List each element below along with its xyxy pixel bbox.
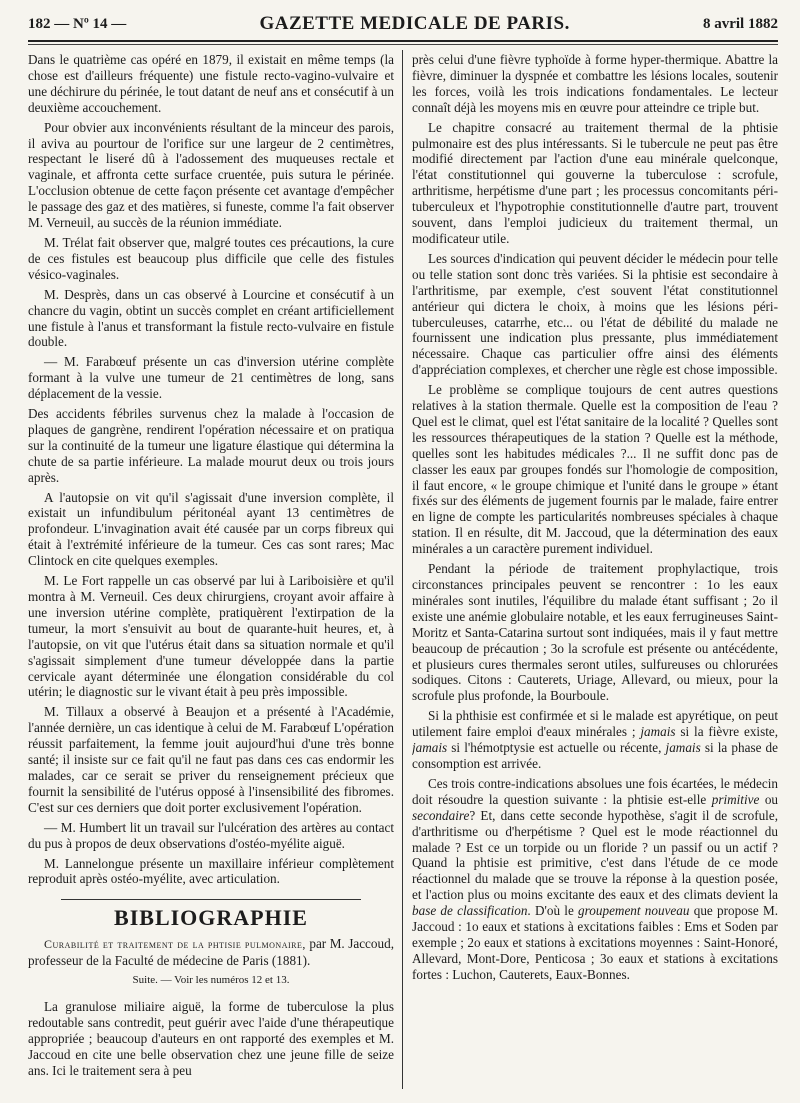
paragraph: — M. Humbert lit un travail sur l'ulcération des artères au contact du pus à propos de deux observations d'ostéo-myélite aiguë. [28,819,394,851]
paragraph: Dans le quatrième cas opéré en 1879, il existait en même temps (la chose est d'ailleurs fréquente) une fistule recto-vagino-vulvaire et une déchirure du périnée, le tout datant de neuf ans et consécutif à un deuxième accouchement. [28,52,394,115]
paragraph [412,708,778,772]
paragraph: Les sources d'indication qui peuvent décider le médecin pour telle ou telle station sont donc très variées. Si la phtisie est secondaire à l'arthritisme, par exemple, c'est souvent l'état constitutionnel antérieur qui dictera le choix, à moins que les lésions péri-tuberculeuses, catarrhe, etc... ou l'état de débilité du malade ne fournissent une indication plus pressante, plus immédiatement nécessaire. Chaque cas particulier offre ainsi des éléments d'appréciation complexes, et chercher une règle est chose impossible. [412,250,778,378]
column-divider [402,50,403,1089]
text-span: si la fièvre existe, [680,724,778,740]
paragraph: A l'autopsie on vit qu'il s'agissait d'une inversion complète, il existait un infundibulum péritonéal ayant 13 centimètres de profondeur. L'invagination avait été causée par un corps fibreux qui était à l'extrémité inférieure de la tumeur. Ces cas sont rares; Mac Clintock en cite quelques exemples. [28,489,394,569]
paragraph: Pour obvier aux inconvénients résultant de la minceur des parois, il aviva au pourtour de l'orifice sur une largeur de 2 centimètres, respectant le liseré dû à l'adossement des muqueuses rectale et vaginale, et affronta cette surface cruentée, puis sutura le périnée. L'occlusion obtenue de cette façon présente cet avantage d'empêcher le passage des gaz et des matières, si funeste, comme l'a fait observer M. Verneuil, au succès de la réunion immédiate. [28,119,394,231]
emphasis: jamais [412,740,448,756]
page-header [28,10,778,38]
emphasis: jamais [640,724,676,740]
paragraph: La granulose miliaire aiguë, la forme de tuberculose la plus redoutable sans contredit, peut guérir avec l'aide d'une thérapeutique appropriée ; beaucoup d'auteurs en ont rapporté des exemples et M. Jaccoud en cite une belle observation chez une jeune fille de seize ans. Ici le traitement sera à peu [28,998,394,1078]
text-span: si la phase de consomption est arrivée. [412,740,778,771]
issue-date: 8 avril 1882 [702,15,778,32]
book-reference [28,936,394,969]
emphasis: secondaire [412,807,470,823]
section-rule [61,899,361,900]
paragraph: M. Lannelongue présente un maxillaire inférieur complètement reproduit après ostéo-myélite, avec articulation. [28,855,394,887]
paragraph: Le chapitre consacré au traitement thermal de la phtisie pulmonaire est des plus intéressants. Si le tubercule ne peut pas être modifié directement par l'action d'une eau minérale quelconque, l'état constitutionnel qui gouverne la tuberculose : scrofule, arthritisme, herpétisme d'une part ; les processus concomitants péri-tuberculeux et l'hypotrophie constitutionnelle d'autre part, trouvent souvent, dans l'emploi judicieux du traitement thermal, un modificateur utile. [412,119,778,246]
paragraph: M. Tillaux a observé à Beaujon et a présenté à l'Académie, l'année dernière, un cas identique à celui de M. Farabœuf L'opération réussit parfaitement, la femme jouit aujourd'hui d'une très bonne santé; il insiste sur ce fait qu'il ne faut pas dans ces cas endormir les malades, car ce serait se priver du renseignement précieux que fournit la sensibilité de l'utérus opposé à l'insensibilité des fibromes. C'est sur ces derniers que doit porter exclusivement l'opération. [28,704,394,815]
paragraph: — M. Farabœuf présente un cas d'inversion utérine complète formant à la vulve une tumeur de 21 centimètres de long, sans déplacement de la vessie. [28,354,394,402]
right-column [412,52,778,1095]
text-span: Si la phthisie est confirmée et si le malade est apyrétique, on peut utilement faire emploi d'eaux minérales ; [412,708,778,740]
text-span: ou [764,791,778,807]
left-column [28,52,394,1095]
book-title: Curabilité et traitement de la phtisie pulmonaire, [44,937,306,952]
emphasis: jamais [665,740,701,756]
text-span: si l'hémotptysie est actuelle ou récente, [451,740,662,756]
paragraph: Le problème se complique toujours de cent autres questions relatives à la station thermale. Quelle est la composition de l'eau ? Quel est le climat, quel est l'état sanitaire de la localité ? Quelles sont les ressources thérapeutiques de la station ? Quelle est la méthode, quelles sont les habitudes médicales ?... Il ne suffit donc pas de classer les eaux par groupes fondés sur l'homologie de composition, il faut encore, « le groupe chimique et l'unité dans le groupe » étant fixés sur des éléments de jugement fournis par le malade, faire entrer en ligne de compte les particularités nombreuses spéciales à chaque station. Il en résulte, dit M. Jaccoud, que la détermination des eaux minérales a un caractère purement individuel. [412,382,778,557]
text-span: Ces trois contre-indications absolues une fois écartées, le médecin doit résoudre la question suivante : la phtisie est-elle [412,775,778,807]
paragraph: M. Le Fort rappelle un cas observé par lui à Lariboisière et qu'il montra à M. Verneuil. Ces deux chirurgiens, croyant avoir affaire à une inversion utérine complète, pratiquèrent l'extirpation de la tumeur, la mort s'ensuivit au bout de quarante-huit heures, et, à l'autopsie, on vit que l'utérus était dans sa situation normale et qu'il s'agissait simplement d'une tumeur développée dans la partie cervicale ayant déterminée une élongation considérable du col utérin; le diagnostic sur le vivant était à peu près impossible. [28,573,394,700]
book-author: par M. Jaccoud, professeur de la Faculté de médecine de Paris (1881). [28,936,394,969]
journal-title: GAZETTE MEDICALE DE PARIS. [259,13,570,34]
text-span: ? Et, dans cette seconde hypothèse, s'agit il de scrofule, d'arthritisme ou d'herpétisme ? Quel est le mode réactionnel du malade ? Est ce un torpide ou un floride ? un passif ou un actif ? Quand la phtisie est primitive, c'est dans l'étude de ce mode réactionnel du malade que se trouve la réponse à la question posée, et l'action plus ou moins excitante des eaux et des climats devient la [412,807,778,903]
paragraph [412,776,778,983]
text-span: . D'où le [527,903,574,919]
emphasis: base de classification [412,903,528,919]
paragraph: Pendant la période de traitement prophylactique, trois circonstances principales peuvent se rencontrer : 1o les eaux minérales sont inutiles, l'équilibre du malade étant suffisant ; 2o il existe une anémie globulaire notable, et les eaux ferrugineuses Saint-Moritz et Santa-Catarina surtout sont indiquées, mais il y faut mettre beaucoup de précaution ; 3o la scrofule est présente ou antécédente, et plusieurs cures thermales seront utiles, sulfureuses ou chlorurées sodiques. Citons : Cauterets, Uriage, Allevard, ou mieux, pour la scrofule plus profonde, la Bourboule. [412,561,778,704]
continuation-note: Suite. — Voir les numéros 12 et 13. [132,974,290,987]
emphasis: groupement nouveau [578,903,690,919]
paragraph: M. Desprès, dans un cas observé à Lourcine et consécutif à un chancre du vagin, obtint un succès complet en créant artificiellement une fistule à l'anus et transformant la fistule recto-vulvaire en fistule double. [28,286,394,350]
section-title: BIBLIOGRAPHIE [114,905,308,931]
emphasis: primitive [711,791,760,807]
page-number: 182 — Nº 14 — [28,15,127,32]
paragraph: Des accidents fébriles survenus chez la malade à l'occasion de plaques de gangrène, rendirent l'opération nécessaire et on pratiqua sur la continuité de la tumeur une ligature élastique qui détermina la chute de sa partie inférieure. La malade mourut deux ou trois jours après. [28,406,394,485]
header-rule [28,40,778,45]
text-span: que propose M. Jaccoud : 1o eaux et stations à excitations faibles : Ems et Soden par exemple ; 2o eaux et stations à excitations moyennes : Saint-Honoré, Allevard, Mont-Dore, Penticosa ; 3o eaux et stations à excitations fortes : Luchon, Cauterets, Eaux-Bonnes. [412,903,778,982]
paragraph: près celui d'une fièvre typhoïde à forme hyper-thermique. Abattre la fièvre, diminuer la dyspnée et combattre les lésions locales, soutenir les forces, voilà les trois indications fondamentales. Le lecteur connaît déjà les moyens mis en œuvre pour atteindre ce triple but. [412,52,778,115]
paragraph: M. Trélat fait observer que, malgré toutes ces précautions, la cure de ces fistules est beaucoup plus difficile que celle des fistules vésico-vaginales. [28,234,394,282]
